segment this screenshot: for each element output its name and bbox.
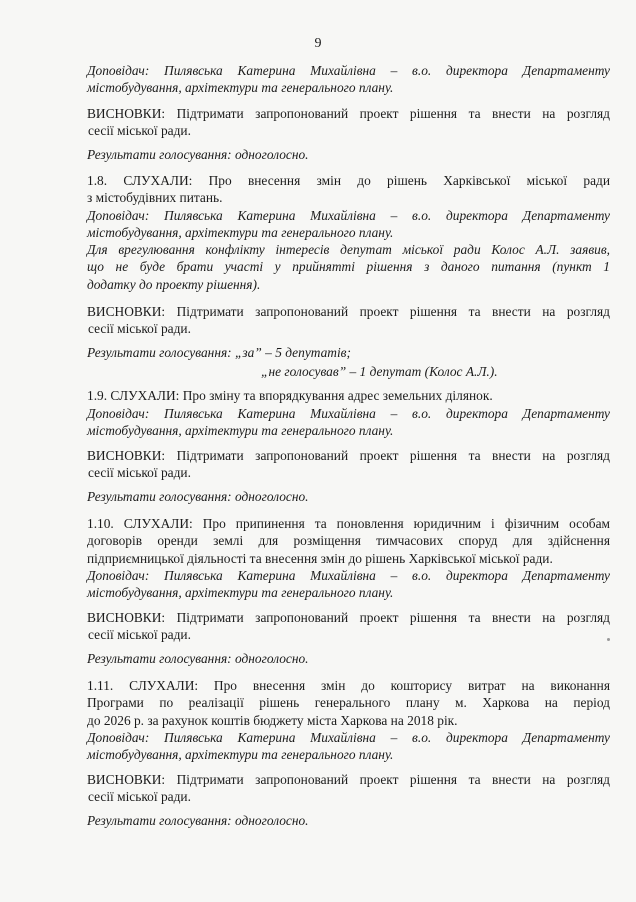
- reporter-line: [87, 62, 610, 97]
- item-1-10-heard: [87, 515, 610, 567]
- votes-result: [87, 812, 610, 829]
- reporter-block: [87, 405, 610, 440]
- conclusion-line: сесії міської ради.: [88, 627, 191, 643]
- heard-line: до 2026 р. за рахунок коштів бюджету міста Харкова на 2018 рік.: [87, 712, 458, 728]
- votes-line: Результати голосування: одноголосно.: [87, 147, 309, 162]
- votes-line: Результати голосування: одноголосно.: [87, 651, 309, 666]
- reporter-line: Доповідач: Пилявська Катерина Михайлівна – в.о. директора Департаменту: [87, 63, 610, 78]
- conclusion-block: [87, 303, 610, 338]
- note-line: що не буде брати участі у прийнятті рішення з даного питання (пункт 1: [87, 259, 610, 275]
- heard-line: Програми по реалізації рішень генерального плану м. Харкова на період: [87, 695, 610, 711]
- votes-line: Результати голосування: „за” – 5 депутатів;: [87, 345, 351, 360]
- reporter-line: Доповідач: Пилявська Катерина Михайлівна – в.о. директора Департаменту: [87, 568, 610, 583]
- heard-line: договорів оренди землі для розміщення тимчасових споруд для здійснення: [87, 533, 610, 549]
- votes-result: [87, 146, 610, 163]
- conclusion-line: сесії міської ради.: [88, 321, 191, 337]
- conclusion-line: сесії міської ради.: [88, 465, 191, 481]
- heard-line: 1.11. СЛУХАЛИ: Про внесення змін до кошторису витрат на виконання: [87, 678, 610, 693]
- conclusion-line: сесії міської ради.: [88, 123, 191, 139]
- scan-speck: [607, 638, 610, 641]
- votes-line: „не голосував” – 1 депутат (Колос А.Л.).: [261, 364, 498, 380]
- votes-result: [87, 488, 610, 505]
- conclusion-line: ВИСНОВКИ: Підтримати запропонований проект рішення та внести на розгляд: [87, 772, 610, 787]
- reporter-block: [87, 567, 610, 602]
- conclusion-block: [87, 609, 610, 644]
- reporter-line: Доповідач: Пилявська Катерина Михайлівна – в.о. директора Департаменту: [87, 730, 610, 745]
- reporter-line: містобудування, архітектури та генерального плану.: [87, 747, 394, 763]
- reporter-block: [87, 207, 610, 242]
- heard-line: з містобудівних питань.: [87, 190, 223, 206]
- item-1-9-heard: [87, 387, 610, 404]
- reporter-line: містобудування, архітектури та генерального плану.: [87, 80, 394, 96]
- conclusion-line: ВИСНОВКИ: Підтримати запропонований проект рішення та внести на розгляд: [87, 448, 610, 463]
- page-number: 9: [314, 36, 322, 51]
- conclusion-line: сесії міської ради.: [88, 789, 191, 805]
- conclusion-block: [87, 105, 610, 140]
- votes-line: Результати голосування: одноголосно.: [87, 813, 309, 828]
- note-line: додатку до проекту рішення).: [87, 276, 261, 292]
- heard-line: 1.8. СЛУХАЛИ: Про внесення змін до рішень Харківської міської ради: [87, 173, 610, 188]
- conclusion-block: [87, 447, 610, 482]
- item-1-11-heard: [87, 677, 610, 729]
- votes-line: Результати голосування: одноголосно.: [87, 489, 309, 504]
- reporter-line: Доповідач: Пилявська Катерина Михайлівна – в.о. директора Департаменту: [87, 208, 610, 223]
- reporter-block: [87, 729, 610, 764]
- reporter-line: Доповідач: Пилявська Катерина Михайлівна – в.о. директора Департаменту: [87, 406, 610, 421]
- reporter-line: містобудування, архітектури та генерального плану.: [87, 423, 394, 439]
- votes-result: [87, 344, 610, 381]
- heard-line: 1.9. СЛУХАЛИ: Про зміну та впорядкування адрес земельних ділянок.: [87, 388, 493, 403]
- conflict-note: [87, 241, 610, 293]
- conclusion-line: ВИСНОВКИ: Підтримати запропонований проект рішення та внести на розгляд: [87, 610, 610, 625]
- reporter-line: містобудування, архітектури та генерального плану.: [87, 585, 394, 601]
- conclusion-block: [87, 771, 610, 806]
- conclusion-line: ВИСНОВКИ: Підтримати запропонований проект рішення та внести на розгляд: [87, 106, 610, 121]
- heard-line: 1.10. СЛУХАЛИ: Про припинення та поновлення юридичним і фізичним особам: [87, 516, 610, 531]
- item-1-8-heard: [87, 172, 610, 207]
- reporter-line: містобудування, архітектури та генерального плану.: [87, 225, 394, 241]
- conclusion-line: ВИСНОВКИ: Підтримати запропонований проект рішення та внести на розгляд: [87, 304, 610, 319]
- note-line: Для врегулювання конфлікту інтересів депутат міської ради Колос А.Л. заявив,: [87, 242, 610, 257]
- votes-result: [87, 650, 610, 667]
- heard-line: підприємницької діяльності та внесення змін до рішень Харківської міської ради.: [87, 550, 553, 566]
